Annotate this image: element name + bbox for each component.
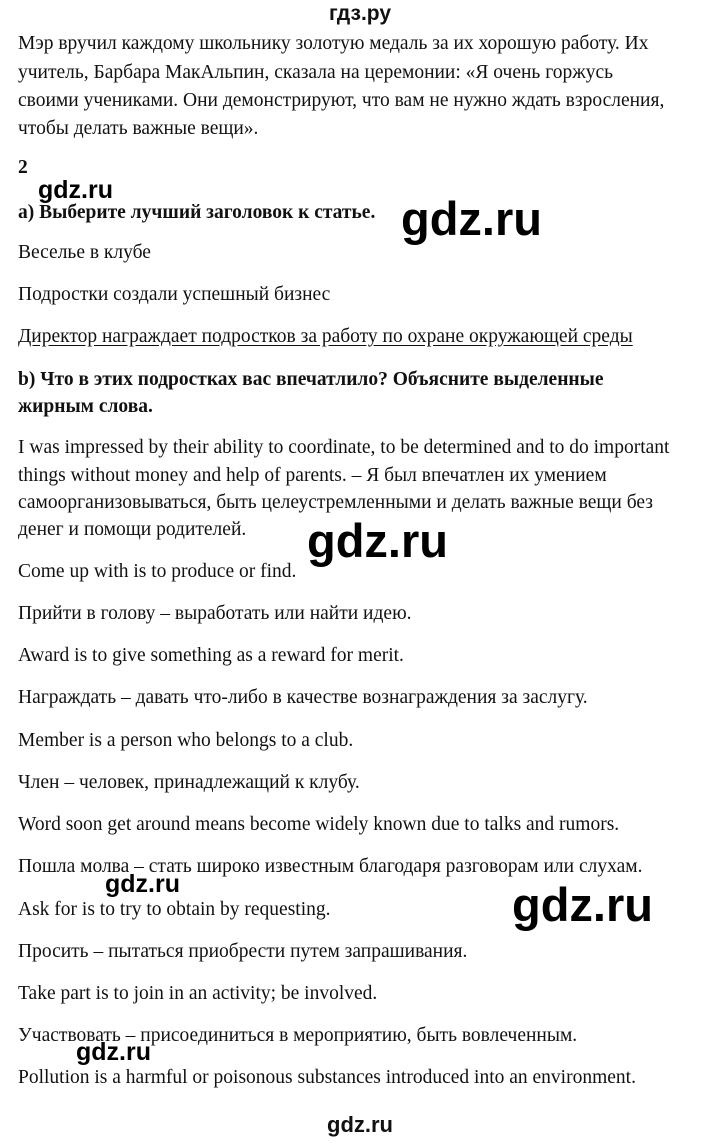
definition-line: Take part is to join in an activity; be involved. — [18, 983, 378, 1004]
answer-line: things without money and help of parents. – Я был впечатлен их умением — [18, 465, 607, 486]
definition-line: Member is a person who belongs to a club. — [18, 730, 354, 751]
site-footer-title: gdz.ru — [327, 1112, 393, 1137]
answer-line: I was impressed by their ability to coordinate, to be determined and to do important — [18, 437, 670, 458]
definition-line: Word soon get around means become widely known due to talks and rumors. — [18, 814, 620, 835]
definition-line: Come up with is to produce or find. — [18, 561, 297, 582]
watermark: gdz.ru — [307, 514, 448, 567]
definition-line: Ask for is to try to obtain by requesting. — [18, 899, 331, 920]
headline-option-selected: Директор награждает подростков за работу по охране окружающей среды — [18, 326, 633, 347]
intro-line: чтобы делать важные вещи». — [18, 118, 259, 139]
intro-line: учитель, Барбара МакАльпин, сказала на церемонии: «Я очень горжусь — [18, 62, 613, 83]
part-b-heading: жирным слова. — [18, 396, 153, 417]
answer-line: самоорганизовываться, быть целеустремленными и делать важные вещи без — [18, 492, 653, 513]
definition-line: Просить – пытаться приобрести путем запрашивания. — [18, 941, 468, 962]
definition-line: Член – человек, принадлежащий к клубу. — [18, 772, 360, 793]
definition-line: Прийти в голову – выработать или найти идею. — [18, 603, 412, 624]
watermark: gdz.ru — [38, 176, 113, 204]
watermark: gdz.ru — [76, 1038, 151, 1066]
definition-line: Награждать – давать что-либо в качестве вознаграждения за заслугу. — [18, 687, 588, 708]
intro-line: Мэр вручил каждому школьнику золотую медаль за их хорошую работу. Их — [18, 33, 649, 54]
part-b-heading: b) Что в этих подростках вас впечатлило? Объясните выделенные — [18, 369, 604, 390]
definition-line: Pollution is a harmful or poisonous substances introduced into an environment. — [18, 1067, 636, 1088]
exercise-number: 2 — [18, 157, 28, 178]
watermark: gdz.ru — [105, 870, 180, 898]
headline-option: Подростки создали успешный бизнес — [18, 284, 331, 305]
watermark: gdz.ru — [401, 192, 542, 245]
answer-line: денег и помощи родителей. — [18, 519, 247, 540]
headline-option: Веселье в клубе — [18, 242, 151, 263]
definition-line: Участвовать – присоединиться в мероприятию, быть вовлеченным. — [18, 1025, 578, 1046]
definition-line: Award is to give something as a reward for merit. — [18, 645, 404, 666]
site-header-title: гдз.ру — [328, 2, 392, 25]
definition-line: Пошла молва – стать широко известным благодаря разговорам или слухам. — [18, 856, 643, 877]
watermark: gdz.ru — [512, 878, 653, 931]
intro-line: своими учениками. Они демонстрируют, что вам не нужно ждать взросления, — [18, 90, 665, 111]
part-a-heading: а) Выберите лучший заголовок к статье. — [18, 202, 376, 223]
